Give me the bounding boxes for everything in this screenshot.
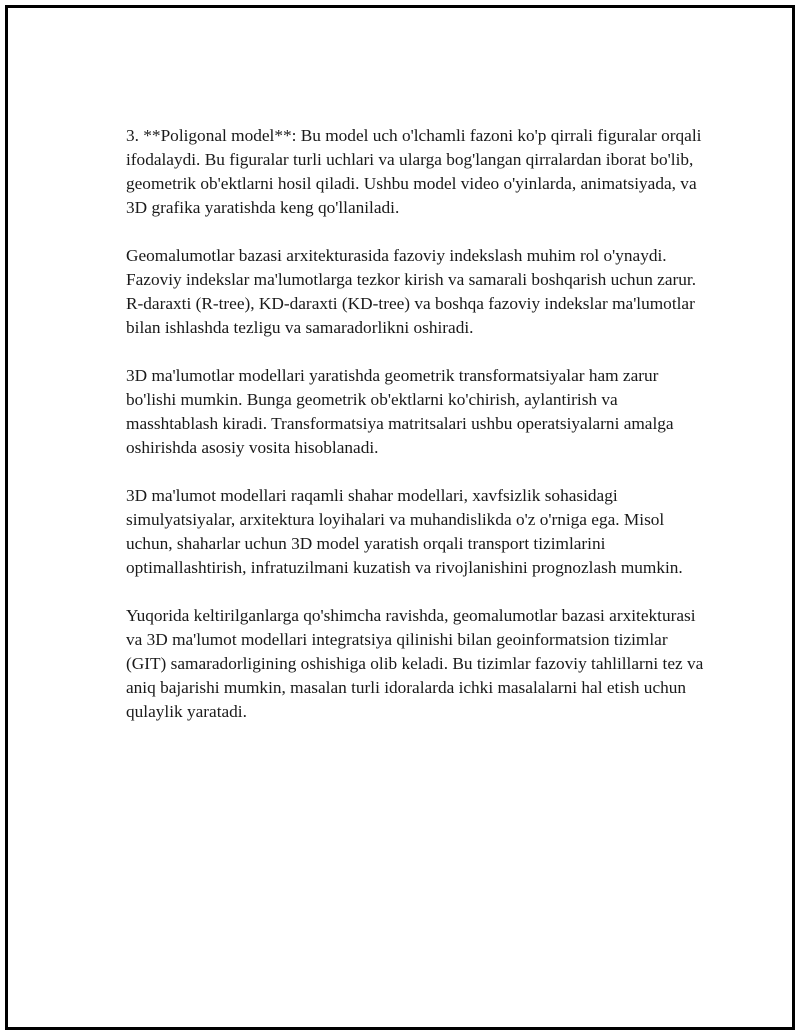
paragraph-applications: 3D ma'lumot modellari raqamli shahar modellari, xavfsizlik sohasidagi simulyatsiyalar, arxitektura loyihalari va muhandislikda o'z o'rniga ega. Misol uchun, shaharlar uchun 3D model yaratish orqali transport tizimlarini optimallashtirish, infratuzilmani kuzatish va rivojlanishini prognozlash mumkin. [126,486,683,577]
paragraph-geometric-transformations: 3D ma'lumotlar modellari yaratishda geometrik transformatsiyalar ham zarur bo'lishi mumkin. Bunga geometrik ob'ektlarni ko'chirish, aylantirish va masshtablash kiradi. Transformatsiya matritsalari ushbu operatsiyalarni amalga oshirishda asosiy vosita hisoblanadi. [126,366,674,457]
page-border [5,5,795,1030]
paragraph-spatial-indexing: Geomalumotlar bazasi arxitekturasida fazoviy indekslash muhim rol o'ynaydi. Fazoviy indekslar ma'lumotlarga tezkor kirish va samarali boshqarish uchun zarur. R-daraxti (R-tree), KD-daraxti (KD-tree) va boshqa fazoviy indekslar ma'lumotlar bilan ishlashda tezligu va samaradorlikni oshiradi. [126,246,697,337]
document-body [126,124,706,748]
paragraph-polygonal-model: 3. **Poligonal model**: Bu model uch o'lchamli fazoni ko'p qirrali figuralar orqali ifodalaydi. Bu figuralar turli uchlari va ularga bog'langan qirralardan iborat bo'lib, geometrik ob'ektlarni hosil qiladi. Ushbu model video o'yinlarda, animatsiyada, va 3D grafika yaratishda keng qo'llaniladi. [126,126,702,217]
paragraph-integration: Yuqorida keltirilganlarga qo'shimcha ravishda, geomalumotlar bazasi arxitekturasi va 3D ma'lumot modellari integratsiya qilinishi bilan geoinformatsion tizimlar (GIT) samaradorligining oshishiga olib keladi. Bu tizimlar fazoviy tahlillarni tez va aniq bajarishi mumkin, masalan turli idoralarda ichki masalalarni hal etish uchun qulaylik yaratadi. [126,606,704,721]
